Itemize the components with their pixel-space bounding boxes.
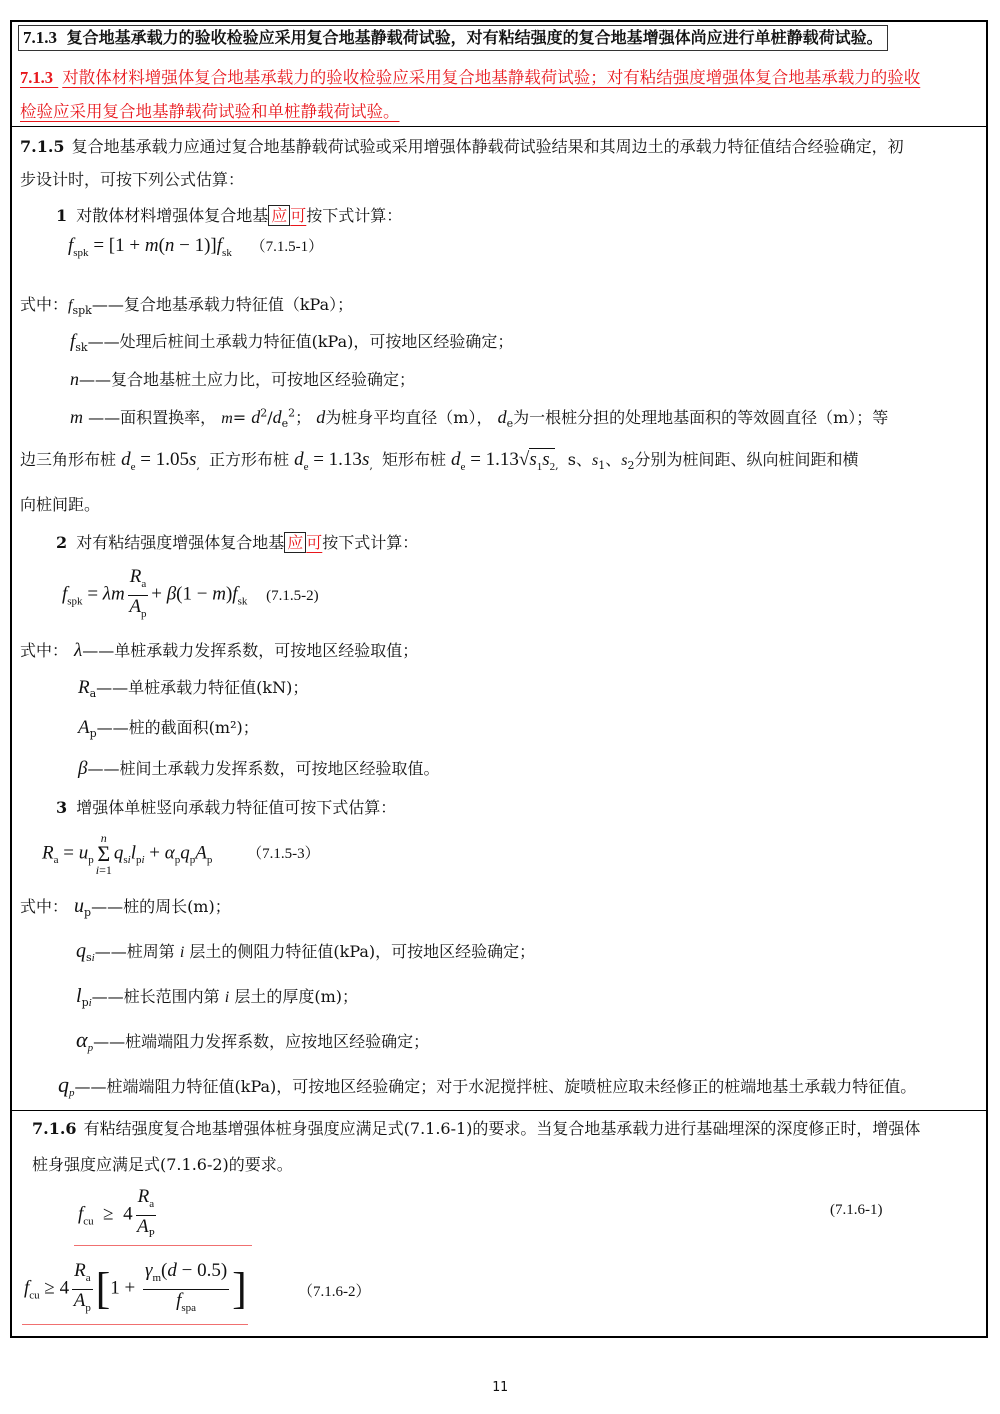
item-number: 3 xyxy=(56,798,68,817)
section-716-line2 xyxy=(32,1152,293,1175)
section-number: 7.1.3 xyxy=(20,68,53,87)
where-label: 式中： xyxy=(20,295,69,314)
deleted-word: 应 xyxy=(284,532,306,553)
section-716-line1 xyxy=(32,1116,920,1139)
index-var: i xyxy=(224,989,230,1006)
formula-7-1-6-1-label: (7.1.6-1) xyxy=(830,1202,883,1218)
where-label: 式中： xyxy=(20,641,69,660)
section-number: 7.1.3 xyxy=(23,28,57,47)
def-text: ——复合地基桩土应力比，可按地区经验确定； xyxy=(79,370,416,389)
item-3-heading xyxy=(56,795,396,818)
intro-text: 步设计时，可按下列公式估算： xyxy=(20,170,245,189)
def-text: 矩形布桩 xyxy=(381,450,446,469)
section-text: 复合地基承载力的验收检验应采用复合地基静载荷试验，对有粘结强度的复合地基增强体尚应进行单桩静载荷试验。 xyxy=(66,28,883,47)
page-number: 11 xyxy=(492,1380,508,1395)
divider xyxy=(12,126,986,127)
def-alphap: $\alpha_p——$桩端端阻力发挥系数，应按地区经验确定； xyxy=(76,1027,430,1055)
def-text: ——桩端端阻力发挥系数，应按地区经验确定； xyxy=(93,1032,430,1051)
def-fspk: 式中：$f_{spk}——$复合地基承载力特征值（kPa）； xyxy=(20,295,354,318)
def-ra: $R_a——$单桩承载力特征值(kN)； xyxy=(78,677,309,701)
where-label: 式中： xyxy=(20,897,69,916)
def-text: 层土的厚度(m)； xyxy=(234,987,358,1006)
def-lambda: 式中： λ——单桩承载力发挥系数，可按地区经验取值； xyxy=(20,640,419,661)
value: = 1.13 xyxy=(313,449,362,470)
def-text: 边三角形布桩 xyxy=(20,450,117,469)
section-text: 桩身强度应满足式(7.1.6-2)的要求。 xyxy=(32,1155,293,1174)
def-ap: $A_p——$桩的截面积(m²)； xyxy=(78,717,259,741)
section-text: 有粘结强度复合地基增强体桩身强度应满足式(7.1.6-1)的要求。当复合地基承载力进行基础埋深的深度修正时，增强体 xyxy=(83,1119,921,1138)
item-number: 2 xyxy=(56,533,68,552)
def-text: 为一根桩分担的处理地基面积的等效圆直径（m）；等 xyxy=(513,408,889,427)
def-text: ——桩间土承载力发挥系数，可按地区经验取值。 xyxy=(87,759,440,778)
inserted-word: 可 xyxy=(306,533,323,552)
divider xyxy=(12,1110,986,1111)
def-lpi: $l_{pi}——$桩长范围内第 i 层土的厚度(m)； xyxy=(76,985,358,1010)
def-text: ——复合地基承载力特征值（kPa）； xyxy=(91,295,354,314)
formula-7-1-5-2: $f_{spk} = \lambda m$ $\frac{R_a}{A_p}$ + $\beta(1 - m)f_{sk}$ (7.1.5-2) xyxy=(62,566,319,620)
formula-7-1-6-2-label: （7.1.6-2） xyxy=(298,1284,371,1300)
revised-text: 检验应采用复合地基静载荷试验和单桩静载荷试验。 xyxy=(20,102,400,121)
deleted-word: 应 xyxy=(268,205,290,226)
def-text: ——桩的截面积(m²)； xyxy=(96,718,259,737)
index-var: i xyxy=(179,944,185,961)
def-text: ——单桩承载力发挥系数，可按地区经验取值； xyxy=(82,641,419,660)
def-text: ——桩端端阻力特征值(kPa)，可按地区经验确定；对于水泥搅拌桩、旋喷桩应取未经修正的桩端地基土承载力特征值。 xyxy=(74,1077,917,1096)
def-text: ——桩周第 xyxy=(94,942,175,961)
item-2-heading xyxy=(56,530,418,553)
def-qsi: $q_{si}——$桩周第 i 层土的侧阻力特征值(kPa)，可按地区经验确定； xyxy=(76,940,536,965)
document-frame xyxy=(10,20,988,1338)
def-m-line2: 边三角形布桩 $d_e = 1.05s_,$ 正方形布桩 $d_e = 1.13s_,$ 矩形布桩 $d_e = 1.13√s_1s_{2,}$ s、$s_1$、$s_2$分别为桩间距、纵向桩间距和横 xyxy=(20,449,859,473)
def-text: 向桩间距。 xyxy=(20,495,101,514)
section-713-revised-line2 xyxy=(20,98,400,122)
def-beta: β——桩间土承载力发挥系数，可按地区经验取值。 xyxy=(78,758,440,779)
item-text: 按下式计算： xyxy=(306,206,403,225)
value: = 1.13 xyxy=(470,449,519,470)
def-text: ——桩长范围内第 xyxy=(91,987,220,1006)
def-fsk: $f_{sk}——$处理后桩间土承载力特征值(kPa)，可按地区经验确定； xyxy=(70,331,514,355)
inserted-word: 可 xyxy=(290,206,307,225)
section-715-intro-line1 xyxy=(20,134,904,157)
def-text: 为桩身平均直径（m）， xyxy=(325,408,493,427)
formula-7-1-6-2: $f_{cu} \ge 4$ $\frac{R_a}{A_p}$ [1 + $\frac{\gamma_m(d - 0.5)}{f_{spa}}$ ] xyxy=(24,1260,247,1314)
red-underline xyxy=(74,1245,252,1246)
section-713-revised-line1 xyxy=(20,64,920,88)
red-underline xyxy=(22,1324,248,1325)
formula-7-1-5-1: $f_{spk} = [1 + m(n - 1)]f_{sk}$ （7.1.5-1） xyxy=(68,235,324,259)
def-text: 层土的侧阻力特征值(kPa)，可按地区经验确定； xyxy=(189,942,536,961)
def-n: n——复合地基桩土应力比，可按地区经验确定； xyxy=(70,369,416,389)
section-number: 7.1.5 xyxy=(20,137,65,156)
section-715-intro-line2 xyxy=(20,167,244,190)
def-text: ——处理后桩间土承载力特征值(kPa)，可按地区经验确定； xyxy=(87,332,514,351)
punct: ； xyxy=(295,408,312,427)
def-text: 正方形布桩 xyxy=(208,450,289,469)
def-text: ——面积置换率， xyxy=(88,408,217,427)
formula-label: （7.1.5-1） xyxy=(250,239,324,255)
value: = 1.05 xyxy=(140,449,189,470)
formula-label: (7.1.5-2) xyxy=(266,587,319,604)
item-1-heading xyxy=(56,203,402,226)
section-713-original xyxy=(18,25,888,51)
def-text: s、 xyxy=(567,450,592,469)
def-m-line3 xyxy=(20,492,100,515)
intro-text: 复合地基承载力应通过复合地基静载荷试验或采用增强体静载荷试验结果和其周边土的承载力特征值结合经验确定，初 xyxy=(71,137,904,156)
def-text: ——单桩承载力特征值(kN)； xyxy=(96,678,309,697)
def-m: m ——面积置换率， $m= d^2/d_e^2$； d为桩身平均直径（m）， $d_e$为一根桩分担的处理地基面积的等效圆直径（m）；等 xyxy=(70,406,889,431)
item-text: 对有粘结强度增强体复合地基 xyxy=(76,533,285,552)
def-text: ——桩的周长(m)； xyxy=(91,897,231,916)
formula-7-1-6-1: $f_{cu} \ge 4$ $\frac{R_a}{A_P}$ xyxy=(78,1186,155,1240)
def-text: 分别为桩间距、纵向桩间距和横 xyxy=(634,450,859,469)
item-text: 对散体材料增强体复合地基 xyxy=(76,206,269,225)
def-qp: $q_p——$桩端端阻力特征值(kPa)，可按地区经验确定；对于水泥搅拌桩、旋喷桩应取未经修正的桩端地基土承载力特征值。 xyxy=(58,1072,917,1100)
def-up: 式中： $u_p——$桩的周长(m)； xyxy=(20,895,231,920)
section-number: 7.1.6 xyxy=(32,1119,77,1138)
revised-text: 对散体材料增强体复合地基承载力的验收检验应采用复合地基静载荷试验；对有粘结强度增强体复合地基承载力的验收 xyxy=(62,68,921,87)
item-number: 1 xyxy=(56,206,68,225)
item-text: 按下式计算： xyxy=(322,533,419,552)
item-text: 增强体单桩竖向承载力特征值可按下式估算： xyxy=(76,798,397,817)
formula-7-1-5-3: $R_a = u_pn$ Σ $i=1q_{si}l_{pi} + \alpha_pq_pA_p$ （7.1.5-3） xyxy=(42,831,320,877)
formula-label: （7.1.5-3） xyxy=(247,846,320,863)
